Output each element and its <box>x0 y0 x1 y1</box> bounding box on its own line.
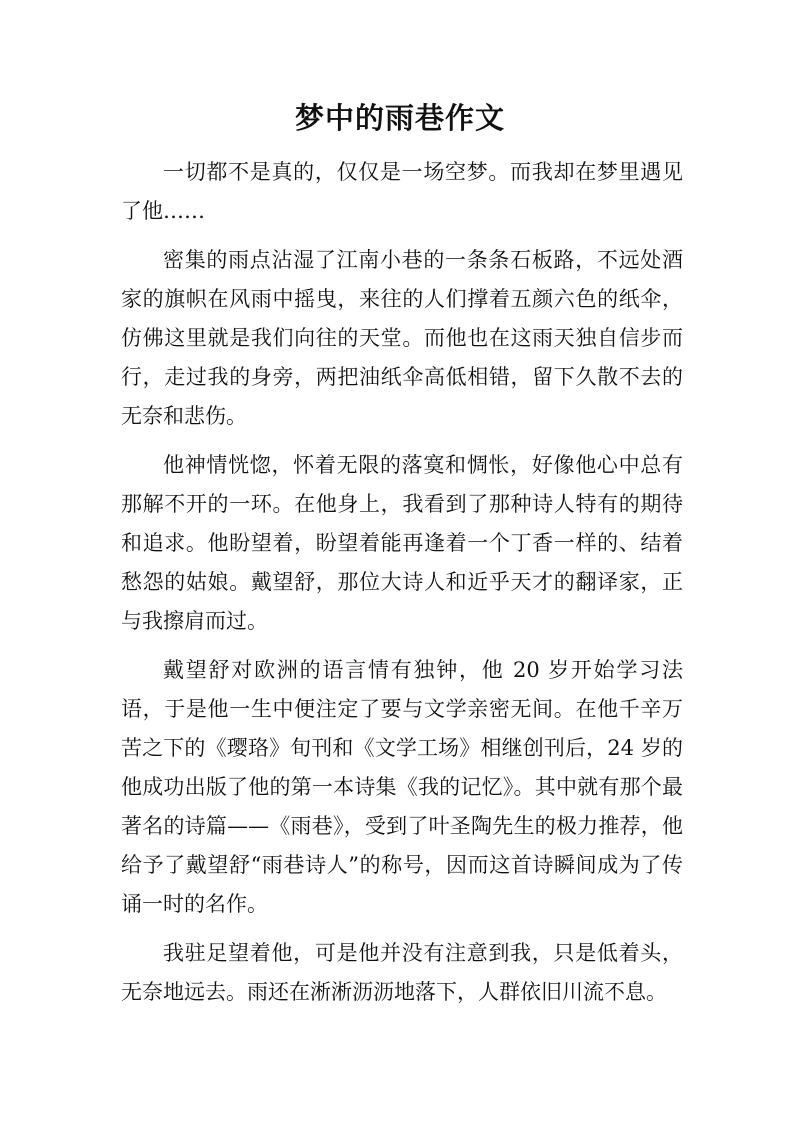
paragraph: 密集的雨点沾湿了江南小巷的一条条石板路，不远处酒家的旗帜在风雨中摇曳，来往的人们撑着五颜六色的纸伞，仿佛这里就是我们向往的天堂。而他也在这雨天独自信步而行，走过我的身旁，两把油纸伞高低相错，留下久散不去的无奈和悲伤。 <box>121 248 683 428</box>
document-title: 梦中的雨巷作文 <box>294 101 505 135</box>
document-body <box>121 153 683 1022</box>
paragraph: 他神情恍惚，怀着无限的落寞和惆怅，好像他心中总有那解不开的一环。在他身上，我看到了那种诗人特有的期待和追求。他盼望着，盼望着能再逢着一个丁香一样的、结着愁怨的姑娘。戴望舒，那位大诗人和近乎天才的翻译家，正与我擦肩而过。 <box>121 453 683 633</box>
paragraph: 一切都不是真的，仅仅是一场空梦。而我却在梦里遇见了他…… <box>121 160 683 223</box>
paragraph: 戴望舒对欧洲的语言情有独钟，他 20 岁开始学习法语，于是他一生中便注定了要与文学亲密无间。在他千辛万苦之下的《璎珞》旬刊和《文学工场》相继创刊后，24 岁的他成功出版了他的第一本诗集《我的记忆》。其中就有那个最著名的诗篇——《雨巷》，受到了叶圣陶先生的极力推荐，他给予了戴望舒“雨巷诗人”的称号，因而这首诗瞬间成为了传诵一时的名作。 <box>121 658 683 916</box>
paragraph: 我驻足望着他，可是他并没有注意到我，只是低着头，无奈地远去。雨还在淅淅沥沥地落下，人群依旧川流不息。 <box>121 941 683 1004</box>
